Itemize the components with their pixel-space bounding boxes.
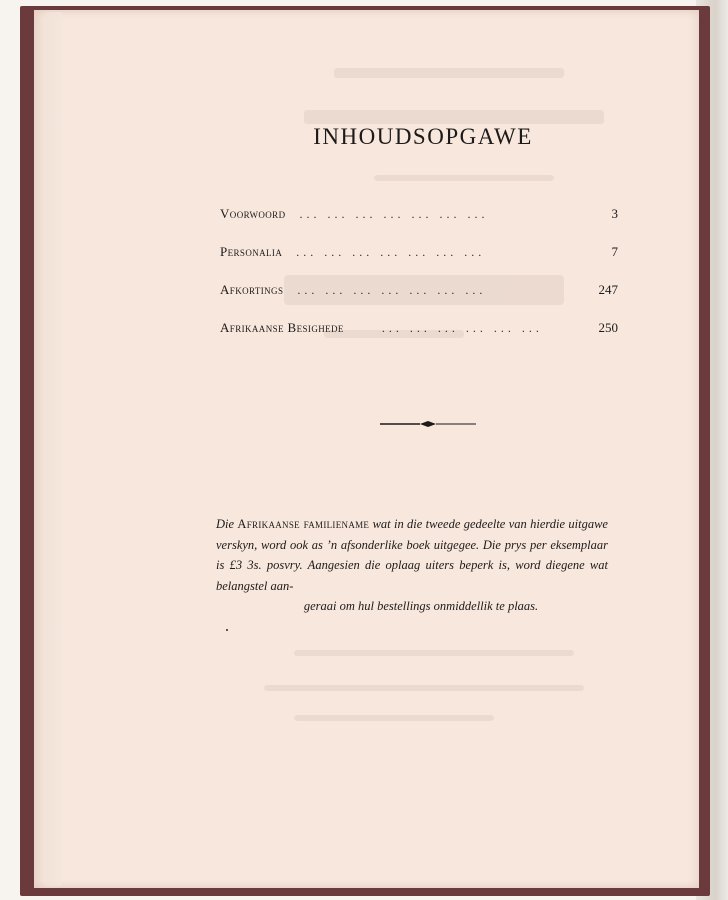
publication-note [216,514,608,617]
toc-entry-label: Personalia [220,244,283,259]
table-of-contents [220,206,618,358]
toc-entry-afrikaanse-besighede [220,320,618,358]
toc-entry-personalia [220,244,618,282]
note-last-line: geraai om hul bestellings onmiddellik te plaas. [303,599,539,613]
toc-leader-dots: ... ... ... ... ... ... [381,321,543,335]
note-lead: Die [216,517,238,531]
toc-leader-dots: ... ... ... ... ... ... ... [296,245,486,259]
toc-entry-afkortings [220,282,618,320]
toc-page-number: 7 [611,244,618,259]
toc-leader-dots: ... ... ... ... ... ... ... [297,283,487,297]
toc-leader-dots: ... ... ... ... ... ... ... [299,207,489,221]
toc-entry-label: Afrikaanse Besighede [220,320,344,335]
toc-entry-voorwoord [220,206,618,244]
page-title: INHOUDSOPGAWE [313,124,533,149]
toc-page-number: 250 [598,320,618,335]
paper-speck [226,629,228,631]
toc-entry-label: Voorwoord [220,206,286,221]
toc-page-number: 247 [598,282,618,297]
toc-page-number: 3 [611,206,618,221]
note-small-caps: Afrikaanse familiename [237,517,370,531]
divider-ornament-icon [380,418,476,430]
note-body: wat in die tweede gedeelte van hierdie uitgawe verskyn, word ook as ’n afsonderlike boek uitgegee. Die prys per eksemplaar is £3 3s. posvry. Aangesien die oplaag uiters beperk is, word diegene wat belangstel aan- [216,517,608,593]
toc-entry-label: Afkortings [220,282,284,297]
